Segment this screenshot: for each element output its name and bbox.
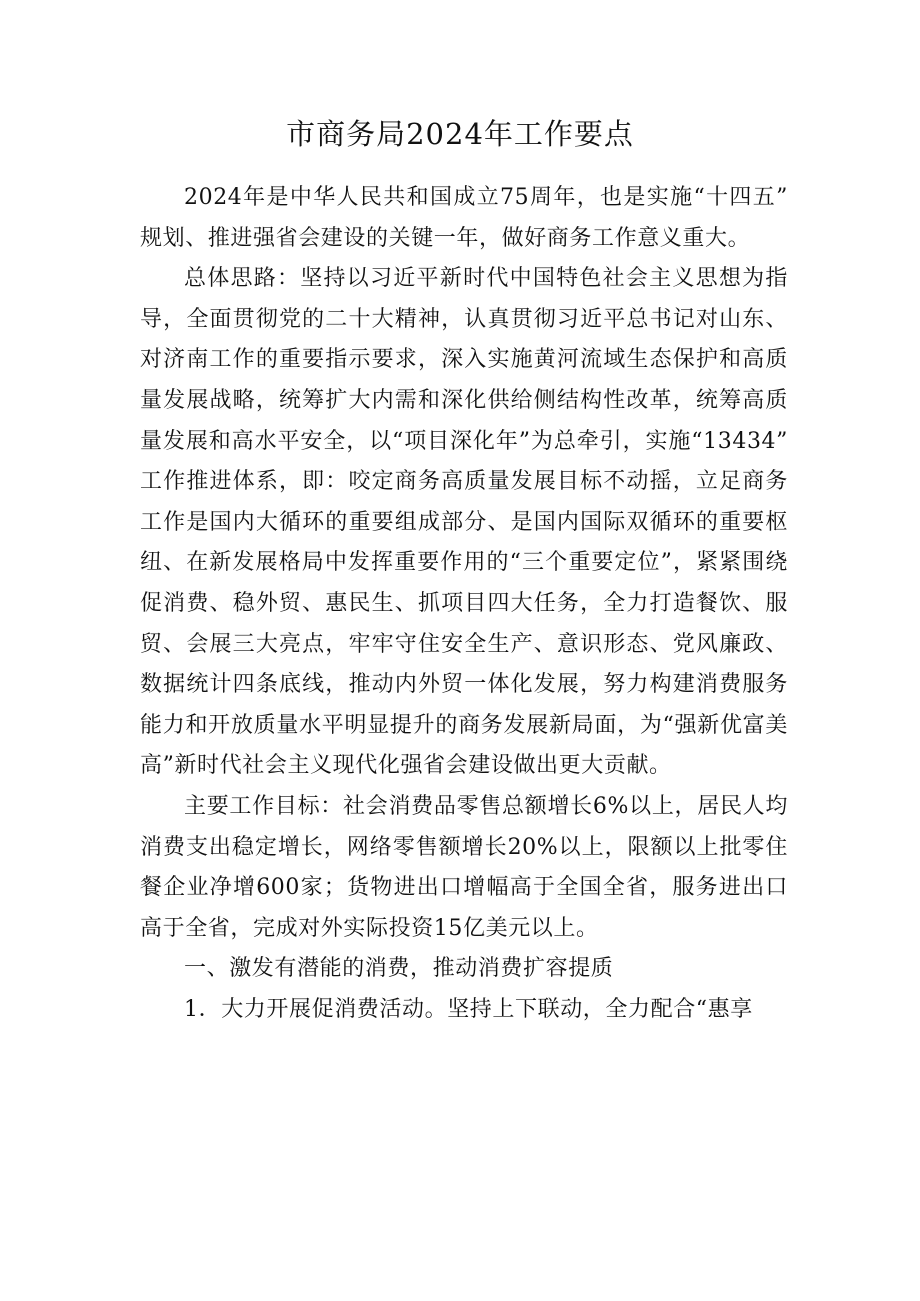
main-goals-paragraph: 主要工作目标：社会消费品零售总额增长6%以上，居民人均消费支出稳定增长，网络零售额增长20%以上，限额以上批零住餐企业净增600家；货物进出口增幅高于全国全省，服务进出口高于全省，完成对外实际投资15亿美元以上。 <box>140 793 788 941</box>
document-title: 市商务局2024年工作要点 <box>286 117 634 151</box>
overall-approach-paragraph: 总体思路：坚持以习近平新时代中国特色社会主义思想为指导，全面贯彻党的二十大精神，认真贯彻习近平总书记对山东、对济南工作的重要指示要求，深入实施黄河流域生态保护和高质量发展战略，统筹扩大内需和深化供给侧结构性改革，统筹高质量发展和高水平安全，以“项目深化年”为总牵引，实施“13434”工作推进体系，即：咬定商务高质量发展目标不动摇，立足商务工作是国内大循环的重要组成部分、是国内国际双循环的重要枢纽、在新发展格局中发挥重要作用的“三个重要定位”，紧紧围绕促消费、稳外贸、惠民生、抓项目四大任务，全力打造餐饮、服贸、会展三大亮点，牢牢守住安全生产、意识形态、党风廉政、数据统计四条底线，推动内外贸一体化发展，努力构建消费服务能力和开放质量水平明显提升的商务发展新局面，为“强新优富美高”新时代社会主义现代化强省会建设做出更大贡献。 <box>140 266 788 779</box>
section-heading-1: 一、激发有潜能的消费，推动消费扩容提质 <box>184 956 614 982</box>
intro-paragraph: 2024年是中华人民共和国成立75周年，也是实施“十四五”规划、推进强省会建设的关键一年，做好商务工作意义重大。 <box>140 185 788 251</box>
document-body <box>140 178 788 1030</box>
item-1-paragraph: 1．大力开展促消费活动。坚持上下联动，全力配合“惠享 <box>184 996 753 1022</box>
